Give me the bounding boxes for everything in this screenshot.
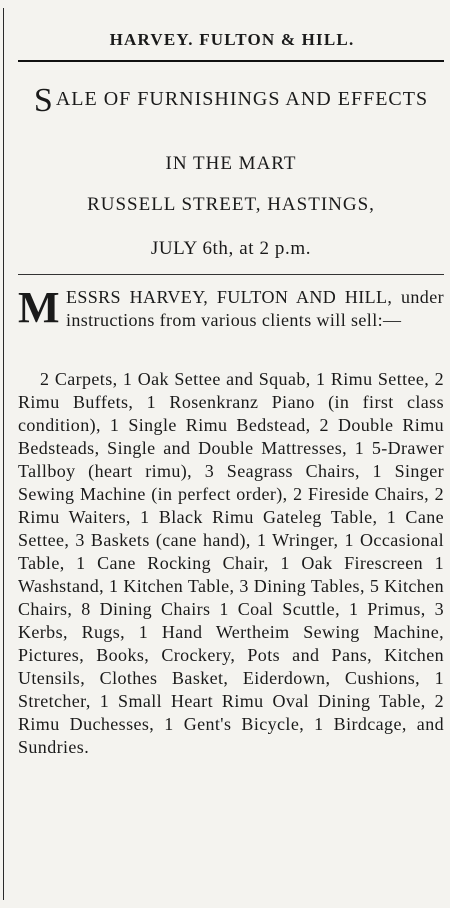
column-rule — [3, 8, 4, 900]
intro-text: ESSRS HARVEY, FULTON AND HILL, under instructions from various clients will sell:— — [65, 287, 444, 330]
date-line: JULY 6th, at 2 p.m. — [150, 238, 312, 259]
auctioneer-header: HARVEY. FULTON & HILL. — [109, 30, 355, 49]
section-divider — [18, 274, 444, 275]
venue-line: IN THE MART — [165, 153, 297, 174]
title-rest: ALE OF FURNISHINGS AND EFFECTS — [55, 88, 429, 110]
header-divider — [18, 60, 444, 62]
items-list-paragraph: 2 Carpets, 1 Oak Settee and Squab, 1 Rimu Settee, 2 Rimu Buffets, 1 Rosenkranz Piano (in first class condition), 1 Single Rimu Bedstead, 2 Double Rimu Bedsteads, Single and Double Mattresses, 1 5-Drawer Tallboy (heart rimu), 3 Seagrass Chairs, 1 Singer Sewing Machine (in perfect order), 2 Fireside Chairs, 2 Rimu Waiters, 1 Black Rimu Gateleg Table, 1 Cane Settee, 3 Baskets (cane hand), 1 Wringer, 1 Occasional Table, 1 Cane Rocking Chair, 1 Oak Firescreen 1 Washstand, 1 Kitchen Table, 3 Dining Tables, 5 Kitchen Chairs, 8 Dining Chairs 1 Coal Scuttle, 1 Primus, 3 Kerbs, Rugs, 1 Hand Wertheim Sewing Machine, Pictures, Books, Crockery, Pots and Pans, Kitchen Utensils, Clothes Basket, Eiderdown, Cushions, 1 Stretcher, 1 Small Heart Rimu Oval Dining Table, 2 Rimu Duchesses, 1 Gent's Bicycle, 1 Birdcage, and Sundries. — [18, 369, 444, 757]
intro-initial: M — [18, 283, 60, 332]
intro-paragraph — [18, 283, 444, 332]
title-initial: S — [33, 82, 54, 119]
sale-title — [18, 82, 444, 119]
address-line: RUSSELL STREET, HASTINGS, — [87, 194, 375, 215]
